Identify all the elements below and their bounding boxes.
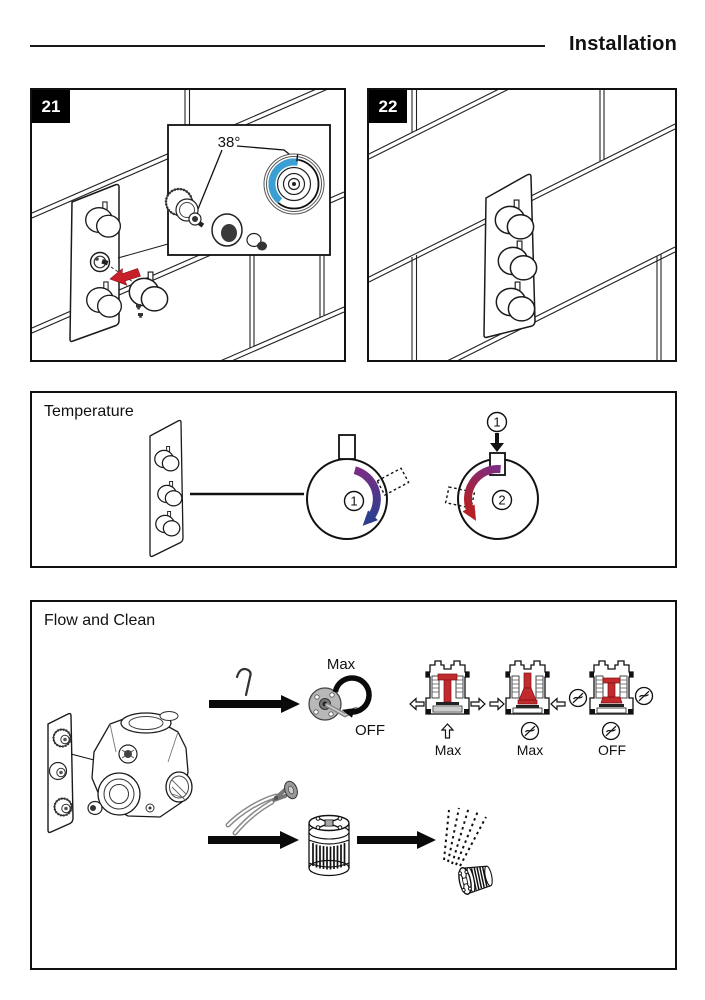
push-in-right-arrow xyxy=(551,699,565,710)
step-22-figure xyxy=(369,90,675,360)
cartridge-label: Max xyxy=(434,742,462,758)
exposed-cartridge-stem xyxy=(91,253,110,272)
no-flow-icon xyxy=(603,723,620,740)
cartridge-closing xyxy=(490,661,565,758)
flow-up-arrow xyxy=(442,724,453,738)
arrow-right xyxy=(208,831,299,849)
pliers xyxy=(228,779,300,833)
section-title: Temperature xyxy=(44,403,134,420)
water-spray-lines xyxy=(444,807,486,866)
flow-and-clean-section xyxy=(30,600,677,970)
flow-and-clean-figure xyxy=(32,602,675,968)
push-in-left-arrow xyxy=(490,699,504,710)
section-title: Flow and Clean xyxy=(44,612,156,629)
cartridge-max-open xyxy=(410,661,485,758)
temperature-dial-step1 xyxy=(307,435,409,539)
valve-port xyxy=(54,730,71,747)
temperature-section xyxy=(30,391,677,568)
flow-spindle xyxy=(309,688,356,720)
cartridge-label: Max xyxy=(516,742,544,758)
valve-port xyxy=(50,763,67,780)
flow-out-right-arrow xyxy=(471,699,485,710)
page-title: Installation xyxy=(569,33,677,55)
filter-cartridge xyxy=(309,816,349,876)
shower-valve-body xyxy=(48,712,192,833)
header-rule xyxy=(30,45,545,47)
press-arrow xyxy=(495,433,499,443)
no-flow-icon xyxy=(636,688,653,705)
cartridge-label: OFF xyxy=(598,742,626,758)
arrow-right xyxy=(357,831,436,849)
installed-valve-trim xyxy=(484,174,537,337)
arrow-right xyxy=(209,695,300,713)
spacer-ring xyxy=(212,214,242,246)
rinse-filter xyxy=(444,807,494,895)
spindle-max-label: Max xyxy=(326,656,356,673)
valve-faceplate-small xyxy=(150,421,183,557)
step-21-panel xyxy=(30,88,346,362)
step-number-badge: 21 xyxy=(32,90,70,123)
no-flow-icon xyxy=(570,690,587,707)
valve-faceplate xyxy=(70,185,121,342)
dial-tab xyxy=(339,435,355,459)
angle-label: 38° xyxy=(217,134,241,151)
step-2-number: 2 xyxy=(498,492,506,508)
step-22-panel xyxy=(367,88,677,362)
step-number-badge: 22 xyxy=(369,90,407,123)
temperature-dial-step2 xyxy=(446,413,538,540)
ref-1-number: 1 xyxy=(493,414,501,430)
detail-inset xyxy=(166,125,330,255)
temperature-dial xyxy=(264,154,324,214)
step-1-number: 1 xyxy=(350,493,358,509)
cartridge-off xyxy=(570,661,653,758)
spindle-off-label: OFF xyxy=(355,722,385,739)
hex-key-icon xyxy=(237,669,251,695)
flow-out-left-arrow xyxy=(410,699,424,710)
valve-port xyxy=(55,799,72,816)
no-flow-icon xyxy=(522,723,539,740)
dial-index-mark xyxy=(297,154,298,161)
inset-pointer-line xyxy=(118,244,168,258)
step-21-figure xyxy=(32,90,344,360)
press-arrow-head xyxy=(490,443,504,452)
